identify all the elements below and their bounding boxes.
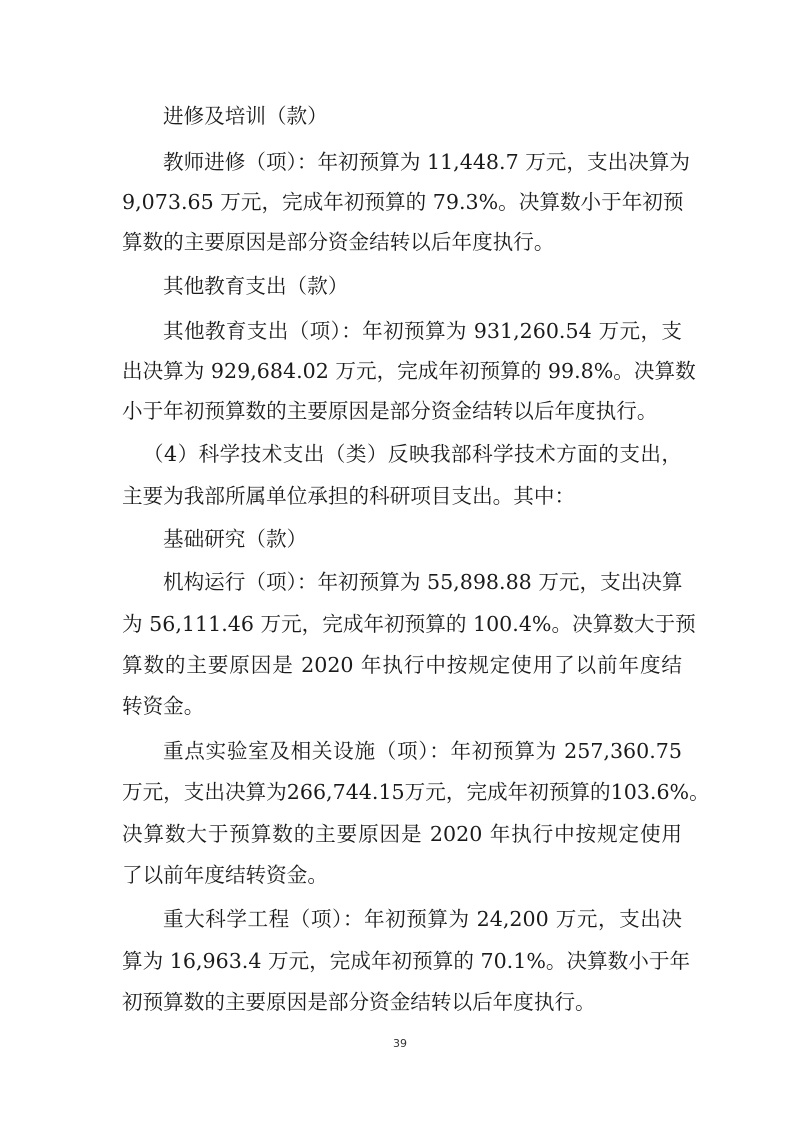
paragraph-line: 算数的主要原因是 2020 年执行中按规定使用了以前年度结 xyxy=(122,653,682,677)
paragraph-line: 决算数大于预算数的主要原因是 2020 年执行中按规定使用 xyxy=(122,822,682,846)
paragraph-line: 教师进修（项）：年初预算为 11,448.7 万元，支出决算为 xyxy=(163,150,690,174)
paragraph-line: 小于年初预算数的主要原因是部分资金结转以后年度执行。 xyxy=(122,399,658,423)
paragraph-line: 为 56,111.46 万元，完成年初预算的 100.4%。决算数大于预 xyxy=(122,612,696,636)
paragraph-line: 转资金。 xyxy=(122,694,205,718)
paragraph-line: 算数的主要原因是部分资金结转以后年度执行。 xyxy=(122,230,555,254)
paragraph-line: 万元，支出决算为266,744.15万元，完成年初预算的103.6%。 xyxy=(122,780,710,804)
paragraph-line: 初预算数的主要原因是部分资金结转以后年度执行。 xyxy=(122,990,596,1014)
paragraph-line: 主要为我部所属单位承担的科研项目支出。其中： xyxy=(122,484,576,508)
paragraph-line: 9,073.65 万元，完成年初预算的 79.3%。决算数小于年初预 xyxy=(122,190,684,214)
paragraph-line: 了以前年度结转资金。 xyxy=(122,863,328,887)
paragraph-line: 算为 16,963.4 万元，完成年初预算的 70.1%。决算数小于年 xyxy=(122,949,691,973)
paragraph-line: 重大科学工程（项）：年初预算为 24,200 万元，支出决 xyxy=(163,907,682,931)
section-heading-other-education: 其他教育支出（款） xyxy=(163,274,349,298)
paragraph-line: （4）科学技术支出（类）反映我部科学技术方面的支出， xyxy=(143,442,682,466)
paragraph-line: 其他教育支出（项）：年初预算为 931,260.54 万元，支 xyxy=(163,319,682,343)
paragraph-line: 出决算为 929,684.02 万元，完成年初预算的 99.8%。决算数 xyxy=(122,359,696,383)
paragraph-line: 重点实验室及相关设施（项）：年初预算为 257,360.75 xyxy=(163,739,682,763)
section-heading-basic-research: 基础研究（款） xyxy=(163,527,308,551)
section-heading-training: 进修及培训（款） xyxy=(163,104,328,128)
paragraph-line: 机构运行（项）：年初预算为 55,898.88 万元，支出决算 xyxy=(163,570,683,594)
page-number: 39 xyxy=(393,1037,407,1050)
